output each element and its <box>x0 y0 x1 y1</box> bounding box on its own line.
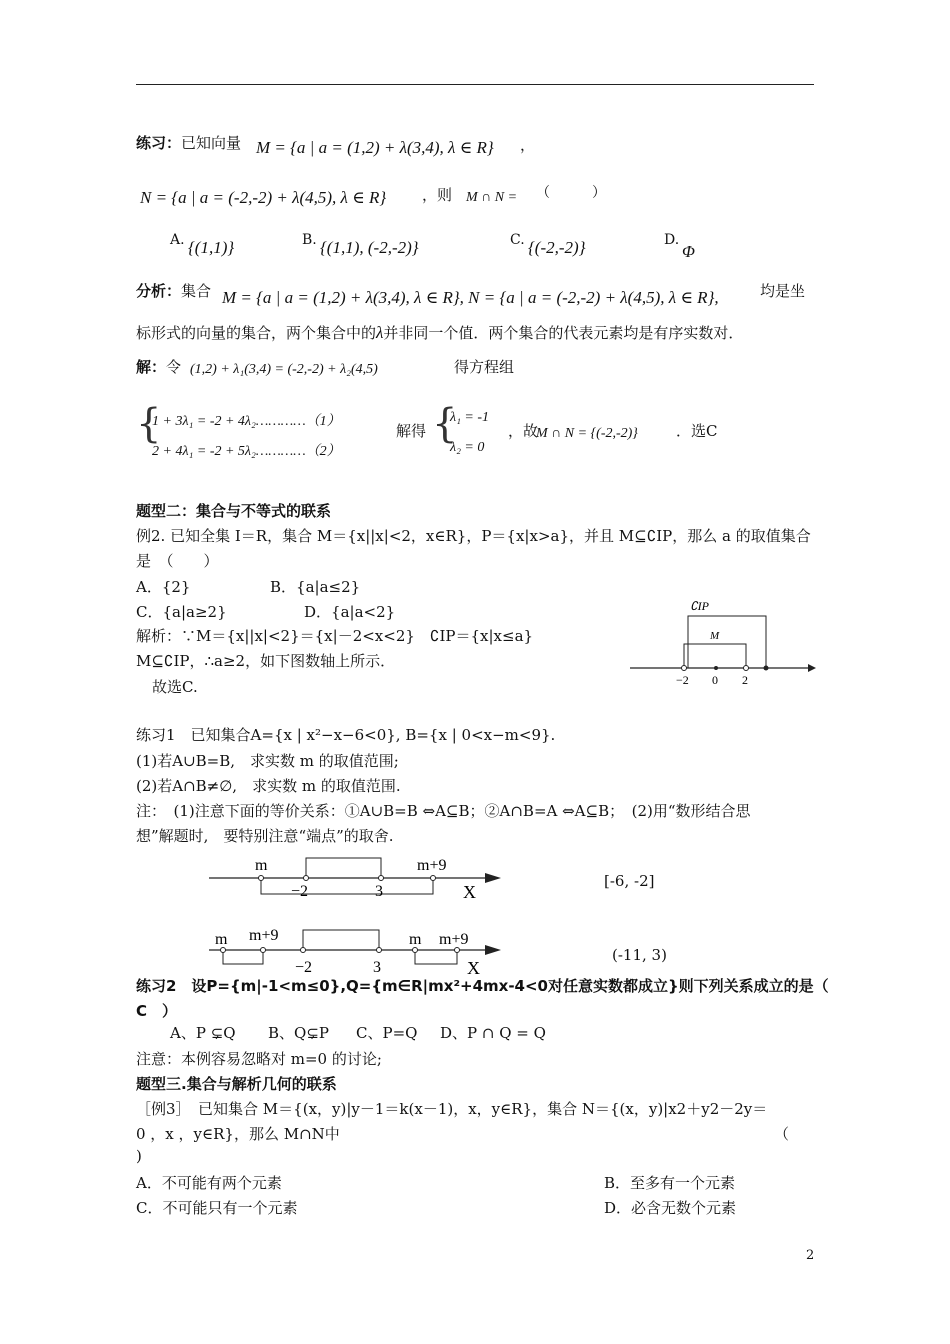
ex2-sol-line1: 解析：∵M＝{x||x|<2}＝{x|－2<x<2} ∁IP＝{x|x≤a} <box>136 627 534 645</box>
axis-arrow-icon <box>485 945 501 955</box>
practice1-q1: (1)若A∪B=B, 求实数 m 的取值范围; <box>136 752 399 770</box>
fig1-answer: [-6, -2] <box>604 872 655 890</box>
left-brace-icon: { <box>136 401 162 447</box>
set-m-formula: M = {a | a = (1,2) + λ(3,4), λ ∈ R} <box>256 138 494 157</box>
solution-equation: (1,2) + λ₁(3,4) = (-2,-2) + λ₂(4,5) <box>190 362 378 377</box>
solution-get: 得方程组 <box>454 358 515 376</box>
ex2-option-d: D．{a|a<2} <box>304 603 396 621</box>
ex3-option-a: A．不可能有两个元素 <box>136 1174 282 1192</box>
ex2-line2: 是 （ ） <box>136 552 219 570</box>
practice-intro: 已知向量 <box>181 134 242 152</box>
point-neg2 <box>301 948 306 953</box>
analysis-line2-a: 标形式的向量的集合，两个集合中的 <box>136 324 377 342</box>
point-m9-left <box>261 948 266 953</box>
practice2-line1 <box>136 975 829 996</box>
point-m9-right <box>455 948 460 953</box>
option-a: {(1,1)} <box>188 238 235 257</box>
type3-heading: 题型三.集合与解析几何的联系 <box>136 1075 337 1093</box>
option-c-label: C. <box>510 232 525 248</box>
label-m-right: m <box>409 931 422 948</box>
point-3 <box>379 876 384 881</box>
practice1-line1: 练习1 已知集合A={x | x²−x−6<0}, B={x | 0<x−m<9}. <box>136 726 556 744</box>
label-neg2: −2 <box>291 883 309 900</box>
point-m-left <box>221 948 226 953</box>
lambda-symbol: λ <box>376 323 384 342</box>
page-number: 2 <box>806 1248 815 1263</box>
question-paren: （ ） <box>536 185 606 201</box>
practice2-option-d: D、P ∩ Q = Q <box>440 1024 546 1042</box>
practice-label-text: 练习： <box>136 134 182 152</box>
label-m-left: m <box>215 931 228 948</box>
tick-label-2: 2 <box>742 673 748 687</box>
solution-line <box>136 356 181 377</box>
label-3: 3 <box>373 959 381 976</box>
option-b-label: B. <box>302 232 317 248</box>
solution-label: 解： <box>136 358 167 376</box>
a-interval <box>303 930 379 950</box>
a-interval <box>306 858 381 878</box>
equation-2: 2 + 4λ₁ = -2 + 5λ₂…………（2） <box>152 444 341 459</box>
so-text: ，故 <box>508 422 539 440</box>
m-bracket <box>684 644 746 668</box>
solution-2: λ₂ = 0 <box>450 440 485 455</box>
point-neg2 <box>304 876 309 881</box>
ex3-line1: ［例3］ 已知集合 M＝{(x，y)|y－1＝k(x－1)，x，y∈R}，集合 N＝{(x，y)|x2＋y2－2y＝ <box>136 1100 768 1118</box>
ex3-option-c: C．不可能只有一个元素 <box>136 1199 298 1217</box>
choose-text: ．选C <box>676 422 718 440</box>
ex2-sol-line2: M⊆∁IP，∴a≥2，如下图数轴上所示． <box>136 652 396 670</box>
number-line-figure-2 <box>205 848 505 904</box>
axis-arrow-icon <box>808 664 816 672</box>
practice1-note2: 想”解题时, 要特别注意“端点”的取舍. <box>136 827 394 845</box>
label-m9-right: m+9 <box>439 931 469 948</box>
ex3-paren-close: ) <box>136 1147 142 1165</box>
analysis-line2-b: 并非同一个值．两个集合的代表元素均是有序实数对． <box>383 324 744 342</box>
ex3-option-b: B．至多有一个元素 <box>604 1174 736 1192</box>
practice2-note: 注意：本例容易忽略对 m=0 的讨论; <box>136 1050 382 1068</box>
set-n-formula: N = {a | a = (-2,-2) + λ(4,5), λ ∈ R} <box>140 188 387 207</box>
label-x: X <box>463 882 476 902</box>
practice-label <box>136 132 241 153</box>
option-a-label: A. <box>170 232 185 248</box>
option-c: {(-2,-2)} <box>528 238 586 257</box>
ex2-option-a: A．{2} <box>136 578 191 596</box>
then-text: ，则 <box>422 186 453 204</box>
analysis-line1 <box>136 280 211 301</box>
ex2-option-b: B．{a|a≤2} <box>270 578 361 596</box>
ex3-option-d: D．必含无数个元素 <box>604 1199 737 1217</box>
open-point-left <box>682 666 687 671</box>
header-rule <box>136 84 814 85</box>
practice1-note1: 注： (1)注意下面的等价关系：①A∪B=B ⇔A⊆B；②A∩B=A ⇔A⊆B； (2)用“数形结合思 <box>136 802 751 820</box>
analysis-tail: 均是坐 <box>760 282 806 300</box>
m-label: M <box>710 630 720 642</box>
b-interval-right <box>415 950 457 964</box>
equation-1: 1 + 3λ₁ = -2 + 4λ₂…………（1） <box>152 414 341 429</box>
tick-label-neg2: −2 <box>676 673 689 687</box>
solution-result: M ∩ N = {(-2,-2)} <box>536 426 638 441</box>
label-x: X <box>467 958 480 978</box>
analysis-label: 分析： <box>136 282 182 300</box>
label-m: m <box>255 857 268 874</box>
solution-1: λ₁ = -1 <box>450 410 490 425</box>
analysis-line2 <box>136 322 743 343</box>
practice1-q2: (2)若A∩B≠∅, 求实数 m 的取值范围. <box>136 777 401 795</box>
solution-let: 令 <box>166 358 182 376</box>
label-neg2: −2 <box>295 959 313 976</box>
open-point-right <box>744 666 749 671</box>
number-line-figure-1 <box>620 596 820 692</box>
ex2-option-c: C．{a|a≥2} <box>136 603 227 621</box>
tick-label-0: 0 <box>712 673 718 687</box>
practice2-option-b: B、Q⊊P <box>268 1024 329 1042</box>
label-m9: m+9 <box>417 857 447 874</box>
option-d: Φ <box>682 242 695 261</box>
practice2-option-c: C、P=Q <box>356 1024 418 1042</box>
ex3-paren-open: （ <box>774 1125 790 1143</box>
practice2-line1-text: 练习2 设P={m|-1<m≤0},Q={m∈R|mx²+4mx-4<0对任意实数都成立}则下列关系成立的是（ <box>136 977 829 995</box>
origin-point <box>714 666 718 670</box>
option-d-label: D. <box>664 232 680 248</box>
a-point <box>764 666 769 671</box>
practice2-line2: C ） <box>136 1002 178 1020</box>
b-interval-left <box>223 950 263 964</box>
point-m9 <box>431 876 436 881</box>
practice2-option-a: A、P ⊊Q <box>170 1024 236 1042</box>
point-m <box>259 876 264 881</box>
question-formula: M ∩ N = <box>466 190 518 205</box>
left-brace-icon-2: { <box>432 401 458 447</box>
point-3 <box>377 948 382 953</box>
option-b: {(1,1), (-2,-2)} <box>320 238 419 257</box>
cip-label: ∁IP <box>690 599 709 613</box>
type2-heading: 题型二：集合与不等式的联系 <box>136 502 332 520</box>
b-interval <box>261 878 433 894</box>
label-m9-left: m+9 <box>249 927 279 944</box>
ex3-line2: 0 ，x ，y∈R}，那么 M∩N中 <box>136 1125 340 1143</box>
analysis-lead: 集合 <box>181 282 212 300</box>
ex2-line1: 例2. 已知全集 I＝R，集合 M＝{x||x|<2，x∈R}，P＝{x|x>a}，并且 M⊆∁IP，那么 a 的取值集合 <box>136 527 811 545</box>
solve-text: 解得 <box>396 422 427 440</box>
analysis-sets: M = {a | a = (1,2) + λ(3,4), λ ∈ R}, N = {a | a = (-2,-2) + λ(4,5), λ ∈ R}, <box>222 288 719 307</box>
cip-bracket <box>688 616 766 668</box>
point-m-right <box>413 948 418 953</box>
number-line-figure-3 <box>205 922 505 978</box>
fig2-answer: (-11, 3) <box>612 946 667 964</box>
ex2-sol-line3: 故选C. <box>152 678 198 696</box>
label-3: 3 <box>375 883 383 900</box>
axis-arrow-icon <box>485 873 501 883</box>
comma: ， <box>520 136 536 154</box>
